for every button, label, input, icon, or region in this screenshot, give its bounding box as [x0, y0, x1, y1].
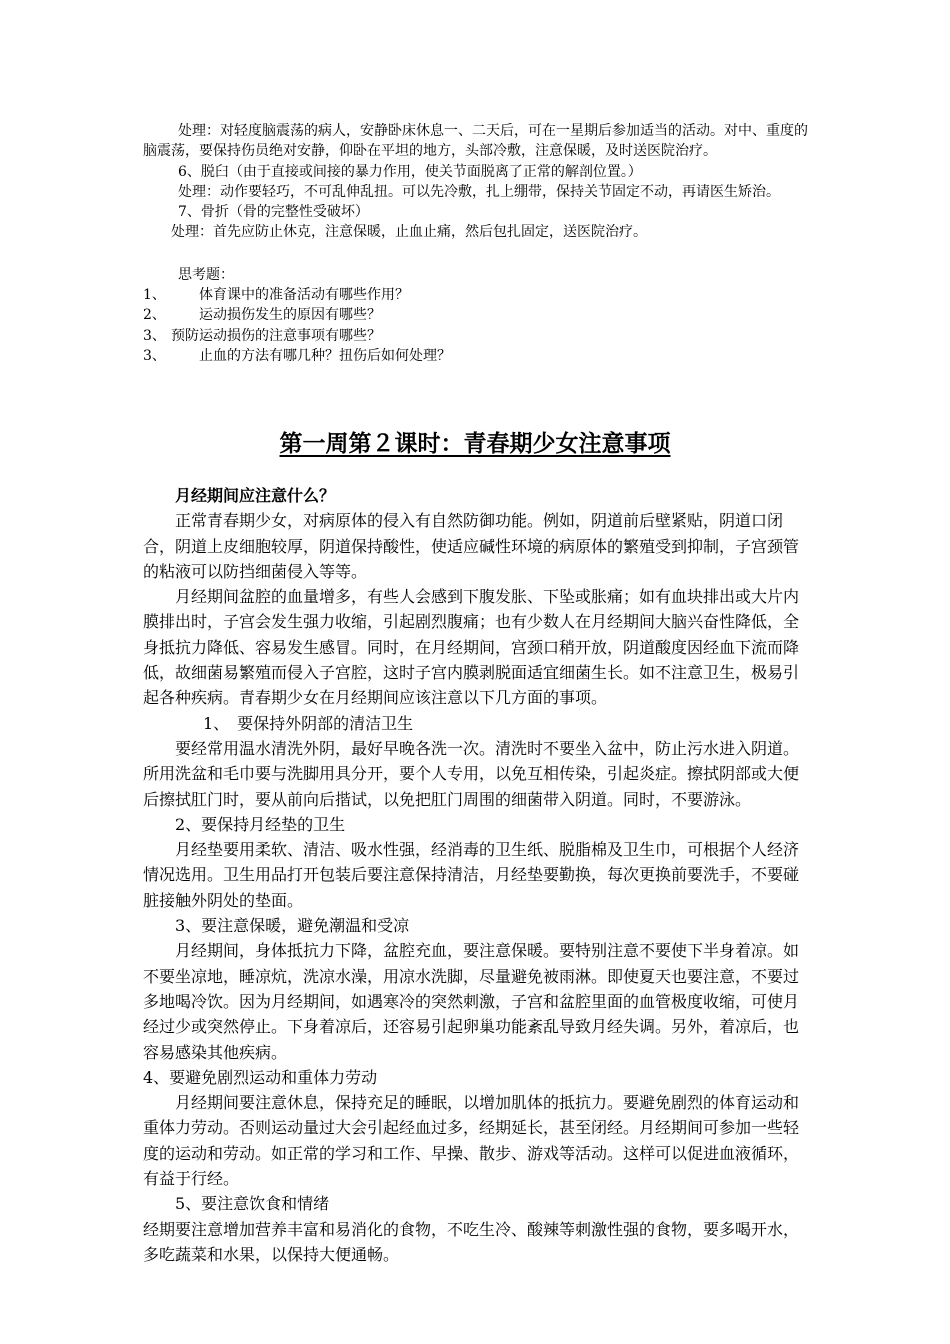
dislocation-treatment: 处理：动作要轻巧，不可乱伸乱扭。可以先冷敷，扎上绷带，保持关节固定不动，再请医生矫治。 — [178, 183, 780, 200]
question-text: 预防运动损伤的注意事项有哪些？ — [171, 327, 381, 344]
injury-treatment-section — [143, 121, 811, 366]
item-heading: 1、 要保持外阴部的清洁卫生 — [203, 713, 414, 733]
dislocation-heading: 6、脱臼（由于直接或间接的暴力作用，使关节面脱离了正常的解剖位置。） — [178, 163, 642, 180]
section-subheading: 月经期间应注意什么？ — [175, 486, 336, 505]
item-heading: 4、要避免剧烈运动和重体力劳动 — [143, 1067, 378, 1087]
item-heading: 3、要注意保暖，避免潮温和受凉 — [175, 916, 410, 936]
fracture-treatment: 处理：首先应防止休克，注意保暖，止血止痛，然后包扎固定，送医院治疗。 — [171, 224, 647, 241]
spacer — [143, 243, 811, 265]
body-paragraph: 月经期间盆腔的血量增多，有些人会感到下腹发胀、下坠或胀痛；如有血块排出或大片内膜排出时，子宫会发生强力收缩，引起剧烈腹痛；也有少数人在月经期间大脑兴奋性降低，全身抵抗力降低、容易发生感冒。同时，在月经期间，宫颈口稍开放，阴道酸度因经血下流而降低，故细菌易繁殖而侵入子宫腔，这时子宫内膜剥脱面适宜细菌生长。如不注意卫生，极易引起各种疾病。青春期少女在月经期间应该注意以下几方面的事项。 — [143, 587, 800, 708]
question-text: 体育课中的准备活动有哪些作用？ — [199, 287, 409, 304]
question-number: 3、 — [143, 347, 166, 364]
question-item — [143, 346, 811, 366]
question-text: 运动损伤发生的原因有哪些？ — [199, 307, 381, 324]
question-text: 止血的方法有哪几种？扭伤后如何处理？ — [199, 347, 451, 364]
item-heading: 2、要保持月经垫的卫生 — [175, 814, 346, 834]
concussion-treatment: 处理：对轻度脑震荡的病人，安静卧床休息一、二天后，可在一星期后参加适当的活动。对中、重度的脑震荡，要保持伤员绝对安静，仰卧在平坦的地方，头部冷敷，注意保暖，及时送医院治疗。 — [143, 123, 808, 160]
body-paragraph: 月经期间，身体抵抗力下降，盆腔充血，要注意保暖。要特别注意不要使下半身着凉。如不要坐凉地，睡凉炕，洗凉水澡，用凉水洗脚，尽量避免被雨淋。即使夏天也要注意，不要过多地喝冷饮。因为月经期间，如遇寒冷的突然刺激，子宫和盆腔里面的血管极度收缩，可使月经过少或突然停止。下身着凉后，还容易引起卵巢功能紊乱导致月经失调。另外，着凉后，也容易感染其他疾病。 — [143, 941, 800, 1062]
question-number: 3、 — [143, 327, 166, 344]
question-item — [143, 326, 811, 346]
body-paragraph: 要经常用温水清洗外阴，最好早晚各洗一次。清洗时不要坐入盆中，防止污水进入阴道。所用洗盆和毛巾要与洗脚用具分开，要个人专用，以免互相传染，引起炎症。擦拭阴部或大便后擦拭肛门时，要从前向后揩试，以免把肛门周围的细菌带入阴道。同时，不要游泳。 — [143, 738, 800, 809]
lesson-title: 第一周第２课时：青春期少女注意事项 — [279, 431, 671, 457]
question-number: 1、 — [143, 287, 166, 304]
question-item — [143, 285, 811, 305]
question-number: 2、 — [143, 307, 166, 324]
menstruation-section — [143, 483, 811, 1267]
body-paragraph: 正常青春期少女，对病原体的侵入有自然防御功能。例如，阴道前后壁紧贴，阴道口闭合，阴道上皮细胞较厚，阴道保持酸性，使适应碱性环境的病原体的繁殖受到抑制，子宫颈管的粘液可以防挡细菌侵入等等。 — [143, 511, 800, 581]
question-item — [143, 305, 811, 325]
fracture-heading: 7、骨折（骨的完整性受破坏） — [178, 204, 369, 221]
body-paragraph: 月经垫要用柔软、清洁、吸水性强，经消毒的卫生纸、脱脂棉及卫生巾，可根据个人经济情况选用。卫生用品打开包装后要注意保持清洁，月经垫要勤换，每次更换前要洗手，不要碰脏接触外阴处的垫面。 — [143, 840, 800, 910]
questions-heading: 思考题： — [178, 266, 234, 283]
body-paragraph: 经期要注意增加营养丰富和易消化的食物，不吃生冷、酸辣等刺激性强的食物，要多喝开水，多吃蔬菜和水果，以保持大便通畅。 — [143, 1219, 800, 1264]
body-paragraph: 月经期间要注意休息，保持充足的睡眠，以增加肌体的抵抗力。要避免剧烈的体育运动和重体力劳动。否则运动量过大会引起经血过多，经期延长，甚至闭经。月经期间可参加一些轻度的运动和劳动。如正常的学习和工作、早操、散步、游戏等活动。这样可以促进血液循环，有益于行经。 — [143, 1093, 800, 1189]
item-heading: 5、要注意饮食和情绪 — [175, 1194, 330, 1214]
